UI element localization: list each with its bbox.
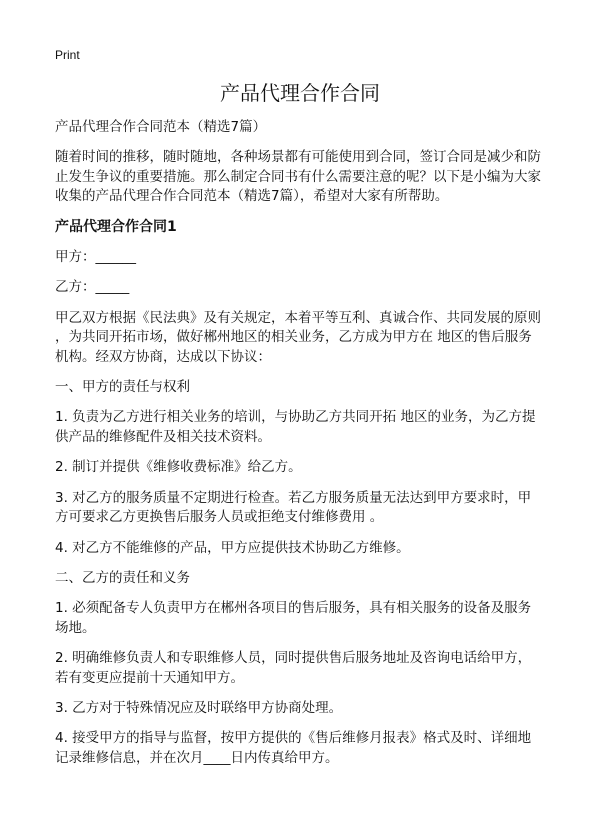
clause-item bbox=[55, 699, 547, 718]
party-a-field: 甲方：______ bbox=[55, 249, 136, 266]
contract-heading: 产品代理合作合同1 bbox=[55, 218, 177, 235]
clause-line: 若有变更应提前十天通知甲方。 bbox=[55, 669, 244, 686]
intro-line: 随着时间的推移，随时随地，各种场景都有可能使用到合同，签订合同是减少和防 bbox=[55, 149, 541, 166]
preamble-line: 机构。经双方协商，达成以下协议： bbox=[55, 348, 271, 365]
clause-line: 2. 明确维修负责人和专职维修人员，同时提供售后服务地址及咨询电话给甲方， bbox=[55, 650, 532, 667]
clause-item bbox=[55, 539, 547, 558]
intro-line: 止发生争议的重要措施。那么制定合同书有什么需要注意的呢？以下是小编为大家 bbox=[55, 168, 541, 185]
clause-line: 1. 必须配备专人负责甲方在郴州各项目的售后服务，具有相关服务的设备及服务 bbox=[55, 600, 532, 617]
clause-item bbox=[55, 489, 547, 528]
clause-line: 4. 对乙方不能维修的产品，甲方应提供技术协助乙方维修。 bbox=[55, 539, 410, 556]
clause-item bbox=[55, 729, 547, 768]
clause-line: 记录维修信息，并在次月____日内传真给甲方。 bbox=[55, 749, 339, 766]
document-subtitle: 产品代理合作合同范本（精选7篇） bbox=[55, 119, 267, 135]
intro-paragraph bbox=[55, 148, 547, 206]
section-heading-party-b-duties: 二、乙方的责任和义务 bbox=[55, 569, 190, 586]
clause-line: 3. 对乙方的服务质量不定期进行检查。若乙方服务质量无法达到甲方要求时，甲 bbox=[55, 489, 532, 506]
clause-line: 供产品的维修配件及相关技术资料。 bbox=[55, 428, 271, 445]
print-link[interactable]: Print bbox=[55, 48, 80, 62]
clause-line: 3. 乙方对于特殊情况应及时联络甲方协商处理。 bbox=[55, 699, 343, 716]
section-heading-party-a-duties: 一、甲方的责任与权利 bbox=[55, 379, 190, 396]
document-title: 产品代理合作合同 bbox=[220, 81, 380, 105]
clause-line: 方可要求乙方更换售后服务人员或拒绝支付维修费用 。 bbox=[55, 509, 384, 526]
clause-item bbox=[55, 599, 547, 638]
clause-line: 4. 接受甲方的指导与监督，按甲方提供的《售后维修月报表》格式及时、详细地 bbox=[55, 730, 532, 747]
preamble-line: ，为共同开拓市场，做好郴州地区的相关业务，乙方成为甲方在 地区的售后服务 bbox=[55, 329, 532, 346]
clause-line: 1. 负责为乙方进行相关业务的培训，与协助乙方共同开拓 地区的业务，为乙方提 bbox=[55, 409, 536, 426]
clause-item bbox=[55, 458, 547, 477]
intro-line: 收集的产品代理合作合同范本（精选7篇），希望对大家有所帮助。 bbox=[55, 188, 449, 205]
clause-item bbox=[55, 408, 547, 447]
document-body bbox=[55, 80, 547, 768]
preamble-line: 甲乙双方根据《民法典》及有关规定，本着平等互利、真诚合作、共同发展的原则 bbox=[55, 309, 541, 326]
clause-item bbox=[55, 649, 547, 688]
clause-line: 场地。 bbox=[55, 619, 96, 636]
clause-line: 2. 制订并提供《维修收费标准》给乙方。 bbox=[55, 459, 302, 476]
preamble-paragraph bbox=[55, 309, 547, 367]
party-b-field: 乙方：_____ bbox=[55, 279, 130, 296]
